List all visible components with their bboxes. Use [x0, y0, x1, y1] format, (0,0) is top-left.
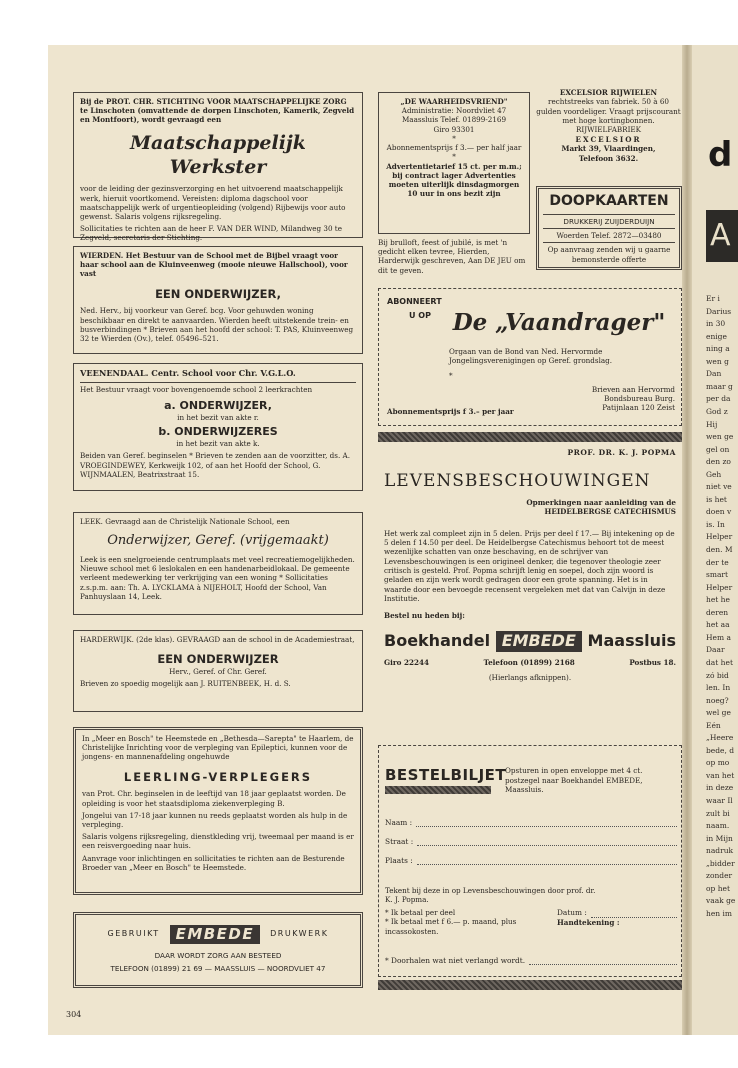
decorative-border — [378, 432, 682, 442]
strip-line: Darius — [706, 306, 732, 316]
ad-waarheidsvriend — [378, 92, 530, 234]
ad-star: * — [452, 133, 456, 143]
field-datum[interactable] — [557, 908, 677, 918]
ad-title: EEN ONDERWIJZER, — [155, 286, 281, 301]
ad-header: VEENENDAAL. Centr. School voor Chr. V.G.L.O. — [80, 368, 296, 378]
ad-intro: Bij de PROT. CHR. STICHTING VOOR MAATSCHAPPELIJKE ZORG te Linschoten (omvattende de dorpen Linschoten, Kamerik, Zegveld en Montfoort), wordt gevraagd een — [80, 97, 355, 125]
ad-title: EXCELSIOR RIJWIELEN — [559, 88, 658, 97]
strip-line: Daar — [706, 645, 725, 655]
strip-heading-letter: d — [708, 135, 733, 175]
strip-line: zonder — [706, 871, 733, 881]
strip-line: Geh — [706, 469, 722, 479]
field-naam[interactable] — [385, 818, 677, 827]
ad-sub-b: in het bezit van akte k. — [176, 439, 260, 449]
payment-options — [385, 908, 535, 936]
order-form-title: BESTELBILJET — [385, 766, 507, 784]
order-form — [378, 745, 682, 977]
ad-brulloft — [378, 236, 530, 284]
strip-line: vaak ge — [706, 896, 736, 906]
ad-line-3: Giro 93301 — [433, 124, 475, 134]
divider — [80, 382, 356, 383]
strip-line: gel on — [706, 444, 730, 454]
order-statement: Tekent bij deze in op Levensbeschouwingen door prof. dr. K. J. Popma. — [385, 886, 596, 904]
strip-line: smart — [706, 570, 729, 580]
strip-line: hen im — [706, 908, 732, 918]
order-form-description: Opsturen in open enveloppe met 4 ct. postzegel naar Boekhandel EMBEDE, Maassluis. — [505, 766, 643, 795]
ad-title: DOOPKAARTEN — [549, 193, 669, 209]
strip-line: dat het — [706, 657, 733, 667]
strip-line: deren — [706, 607, 729, 617]
strip-line: ning a — [706, 344, 730, 354]
shop-banner — [384, 631, 676, 652]
shop-telephone: Telefoon (01899) 2168 — [483, 657, 575, 667]
ad-sub: Herv., Geref. of Chr. Geref. — [169, 666, 267, 676]
shop-right: Maassluis — [587, 630, 676, 650]
ad-veenendaal — [73, 363, 363, 491]
field-straat[interactable] — [385, 837, 677, 846]
decorative-border — [378, 980, 682, 990]
ad-body: Leek is een snelgroeiende centrumplaats met veel recreatiemogelijkheden. Nieuwe school met 6 leslokalen en een handenarbeidlokaal. De gemeente verleent medewerking ter verkrijging van een woning * Sollicitaties z.s.p.m. aan: Th. A. LYCKLAMA à NIJEHOLT, Hoofd der School, Van Panhuyslaan 14, Leek. — [80, 554, 355, 601]
strip-line: der te — [706, 557, 729, 567]
shop-contact-row — [384, 658, 676, 667]
strip-line: „bidder — [706, 858, 735, 868]
footnote-text: * Doorhalen wat niet verlangd wordt. — [385, 956, 526, 965]
ad-line2: DAAR WORDT ZORG AAN BESTEED — [154, 951, 282, 961]
divider — [543, 228, 675, 229]
cut-line-text: (Hierlangs afknippen). — [488, 672, 572, 682]
ad-body: Beiden van Geref. beginselen * Brieven te zenden aan de voorzitter, ds. A. VROEGINDEWEY, Kerkweijk 102, of aan het Hoofd der School, G. WIJNMAALEN, Beatrixstraat 15. — [80, 451, 350, 479]
strip-line: is het — [706, 494, 727, 504]
ad-title-a: a. ONDERWIJZER, — [164, 398, 272, 412]
embede-logo: EMBEDE — [170, 925, 261, 944]
ad-star: * — [449, 371, 453, 380]
ad-title: Onderwijzer, Geref. (vrijgemaakt) — [107, 533, 329, 549]
strip-line: „Heere — [706, 733, 734, 743]
strip-line: Eén — [706, 720, 721, 730]
ad-title: EEN ONDERWIJZER — [157, 652, 279, 667]
ad-intro: Het Bestuur vraagt voor bovengenoemde school 2 leerkrachten — [80, 384, 313, 394]
shop-postbus: Postbus 18. — [629, 657, 676, 667]
ad-doopkaarten — [536, 186, 682, 270]
strip-line: doen v — [706, 507, 732, 517]
ad-line-1: Administratie: Noordvliet 47 — [401, 106, 507, 116]
ad-subtitle: Orgaan van de Bond van Ned. Hervormde Jongelingsverenigingen op Geref. grondslag. — [449, 347, 613, 365]
decorative-bar — [385, 786, 491, 794]
strip-dark-block — [706, 210, 738, 262]
strip-line: is. In — [706, 519, 725, 529]
strip-line: wen g — [706, 356, 729, 366]
page-number: 304 — [66, 1010, 82, 1019]
ad-harderwijk — [73, 630, 363, 712]
ad-meer-en-bosch — [73, 727, 363, 895]
ad-body: rechtstreeks van fabriek. 50 à 60 gulden voordeliger. Vraagt prijscourant met hoge kortingbonnen. — [536, 97, 681, 126]
strip-line: nadruk — [706, 846, 734, 856]
field-label: Naam : — [385, 818, 413, 827]
ad-intro: HARDERWIJK. (2de klas). GEVRAAGD aan de school in de Academiestraat, — [80, 635, 355, 644]
ad-order: Bestel nu heden bij: — [384, 611, 465, 621]
strip-line: in 30 — [706, 319, 726, 329]
ad-price: Abonnementsprijs f 3.— per half jaar — [386, 143, 522, 153]
strip-line: zult bi — [706, 808, 730, 818]
ad-embede-drukwerk — [73, 912, 363, 988]
ad-body: voor de leiding der gezinsverzorging en het uitvoerend maatschappelijk werk, hieruit voortkomend. Vereisten: diploma dagschool voor maatschappelijk werk of urgentieopleiding (volgend) Rijbewijs voor auto gewenst. Salaris volgens rijksregeling. — [80, 184, 346, 221]
ad-footer: Brieven zo spoedig mogelijk aan J. RUITENBEEK, H. d. S. — [80, 679, 291, 689]
ad-body: Het werk zal compleet zijn in 5 delen. Prijs per deel f 17.— Bij intekening op de 5 delen f 14.50 per deel. De Heidelbergse Catechismus behoort tot de meest wezenlijke schatten van onze beschaving, en de schrijver van Levensbeschouwingen is een origineel denker, die tegenover theologie zeer critisch is gesteld. Prof. Popma schrijft lenig en soepel, doch zijn woord is geladen en zijn werk wordt gedragen door een grote spanning. Het is in waarde door een bevoegde recensent vergeleken met dat van Calvijn in deze Institutie. — [384, 528, 675, 604]
ad-p1: van Prot. Chr. beginselen in de leeftijd van 18 jaar geplaatst worden. De opleiding is voor het staatsdiploma ziekenverpleging B. — [82, 789, 346, 808]
ad-vaandrager — [378, 288, 682, 426]
strip-line: waar Il — [706, 796, 733, 805]
field-handtekening[interactable]: Handtekening : — [557, 917, 620, 927]
ad-subtitle: Opmerkingen naar aanleiding van de HEIDELBERGSE CATECHISMUS — [526, 497, 676, 517]
ad-sub-a: in het bezit van akte r. — [177, 412, 259, 422]
strip-line: per da — [706, 394, 731, 404]
strip-line: len. In — [706, 683, 731, 693]
embede-logo: EMBEDE — [496, 631, 582, 652]
ad-name-2: EXCELSIOR — [575, 134, 642, 144]
ad-title: LEERLING-VERPLEGERS — [123, 769, 313, 784]
ad-price: Abonnementsprijs f 3.– per jaar — [387, 407, 514, 416]
address-fields — [385, 814, 677, 865]
strip-line: in deze — [706, 783, 734, 793]
ad-intro: LEEK. Gevraagd aan de Christelijk Nationale School, een — [80, 517, 290, 526]
field-plaats[interactable] — [385, 856, 677, 865]
ad-left-word: GEBRUIKT — [107, 929, 160, 939]
strip-line: enige — [706, 331, 727, 341]
ad-title-b: b. ONDERWIJZERES — [158, 425, 278, 439]
field-label: Datum : — [557, 908, 587, 917]
ad-p2: Jongelui van 17-18 jaar kunnen nu reeds geplaatst worden als hulp in de verpleging. — [82, 810, 348, 830]
strip-line: Helper — [706, 532, 733, 542]
signature-fields — [557, 908, 677, 927]
strip-line: God z — [706, 406, 728, 416]
ad-pre-1: ABONNEERT — [387, 297, 442, 306]
shop-giro: Giro 22244 — [384, 657, 429, 667]
ad-footer: Sollicitaties te richten aan de heer F. VAN DER WIND, Milandweg 30 te Zegveld, secretaris der Stichting. — [80, 224, 342, 243]
strip-line: Hem a — [706, 632, 731, 642]
page-fold — [682, 45, 692, 1035]
ad-body: Ned. Herv., bij voorkeur van Geref. bcg. Voor gehuwden woning beschikbaar en direkt te aanvaarden. Wierden heeft uitstekende trein- en busverbindingen * Brieven aan het hoofd der school: T. PAS, Kluinveenweg 32 te Wierden (Ov.), telef. 05496–521. — [80, 306, 354, 344]
strip-line: wen ge — [706, 432, 734, 442]
ad-leek — [73, 512, 363, 615]
ad-p3: Salaris volgens rijksregeling, dienstkleding vrij, tweemaal per maand is er een reisvergoeding naar huis. — [82, 832, 354, 851]
ad-title: „DE WAARHEIDSVRIEND" — [400, 97, 508, 106]
ad-title: Maatschappelijk Werkster — [130, 131, 306, 178]
strip-line: het he — [706, 595, 730, 605]
payment-option-2[interactable]: * Ik betaal met f 6.— p. maand, plus incassokosten. — [385, 917, 517, 936]
ad-pre-2: U OP — [409, 311, 431, 320]
ad-text: Bij brulloft, feest of jubilé, is met 'n gedicht elken tevree, Hierden, Harderwijk geschreven, Aan DE JEU om dit te geven. — [378, 238, 526, 275]
ad-line-2: Woerden Telef. 2872—03480 — [556, 231, 662, 241]
ad-address: Markt 39, Vlaardingen, — [561, 144, 656, 154]
strip-line: in Mijn — [706, 833, 733, 843]
field-label: Plaats : — [385, 856, 413, 865]
strip-line: wel ge — [706, 708, 731, 718]
ad-star-2: * — [452, 152, 456, 162]
ad-line-2: Maassluis Telef. 01899-2169 — [401, 115, 507, 125]
ad-maatschappelijk-werkster — [73, 92, 363, 243]
strip-line: Dan — [706, 369, 722, 379]
footnote — [385, 956, 677, 965]
strip-line: het aa — [706, 620, 730, 630]
ad-title: De „Vaandrager" — [452, 309, 666, 336]
strip-line: den zo — [706, 457, 731, 467]
ad-telephone: Telefoon 3632. — [578, 153, 639, 163]
strip-line: Hij — [706, 419, 718, 429]
strip-dark-letter: A — [710, 218, 731, 253]
ad-popma-levensbeschouwingen — [384, 448, 676, 732]
ad-right-word: DRUKWERK — [270, 929, 329, 939]
strip-line: Er i — [706, 294, 720, 303]
strip-line: bede, d — [706, 745, 735, 755]
field-label: Straat : — [385, 837, 414, 846]
ad-intro: WIERDEN. Het Bestuur van de School met de Bijbel vraagt voor haar school aan de Kluinveenweg (mooie nieuwe Hallschool), voor vast — [80, 251, 348, 279]
ad-name-1: RIJWIELFABRIEK — [575, 125, 642, 135]
ad-p4: Aanvrage voor inlichtingen en sollicitaties te richten aan de Besturende Broeder van „Meer en Bosch" te Heemstede. — [82, 853, 345, 872]
ad-line-1: DRUKKERIJ ZUIJDERDUIJN — [563, 216, 655, 226]
ad-tarief: Advertentietarief 15 ct. per m.m.; bij contract lager Advertenties moeten uiterlijk dinsdagmorgen 10 uur in ons bezit zijn — [386, 161, 522, 199]
ad-line3: TELEFOON (01899) 21 69 — MAASSLUIS — NOORDVLIET 47 — [110, 964, 326, 974]
strip-line: niet ve — [706, 482, 732, 492]
strip-line: op mo — [706, 758, 730, 768]
ad-title: LEVENSBESCHOUWINGEN — [384, 470, 651, 491]
strip-line: zó bid — [706, 670, 729, 680]
ad-intro: In „Meer en Bosch" te Heemstede en „Bethesda—Sarepta" te Haarlem, de Christelijke Inrichting voor de verpleging van Epileptici, kunnen voor de jongens- en mannenafdeling ongehuwde — [82, 734, 354, 762]
shop-left: Boekhandel — [384, 630, 491, 650]
ad-address: Brieven aan Hervormd Bondsbureau Burg. Patijnlaan 120 Zeist — [591, 385, 675, 412]
ad-wierden — [73, 246, 363, 354]
strip-line: noeg? — [706, 695, 729, 705]
strip-line: op het — [706, 883, 730, 893]
ad-excelsior — [536, 88, 681, 163]
divider — [543, 214, 675, 215]
ad-line-3: Op aanvraag zenden wij u gaarne bemonsterde offerte — [547, 245, 671, 264]
strip-line: van het — [706, 770, 735, 780]
strip-line: Helper — [706, 582, 733, 592]
divider — [543, 242, 675, 243]
strip-line: maar g — [706, 381, 733, 391]
payment-option-1[interactable]: * Ik betaal per deel — [385, 908, 456, 917]
ad-author: PROF. DR. K. J. POPMA — [567, 448, 676, 457]
strip-line: den. M — [706, 545, 733, 554]
strip-line: naam. — [706, 821, 730, 831]
